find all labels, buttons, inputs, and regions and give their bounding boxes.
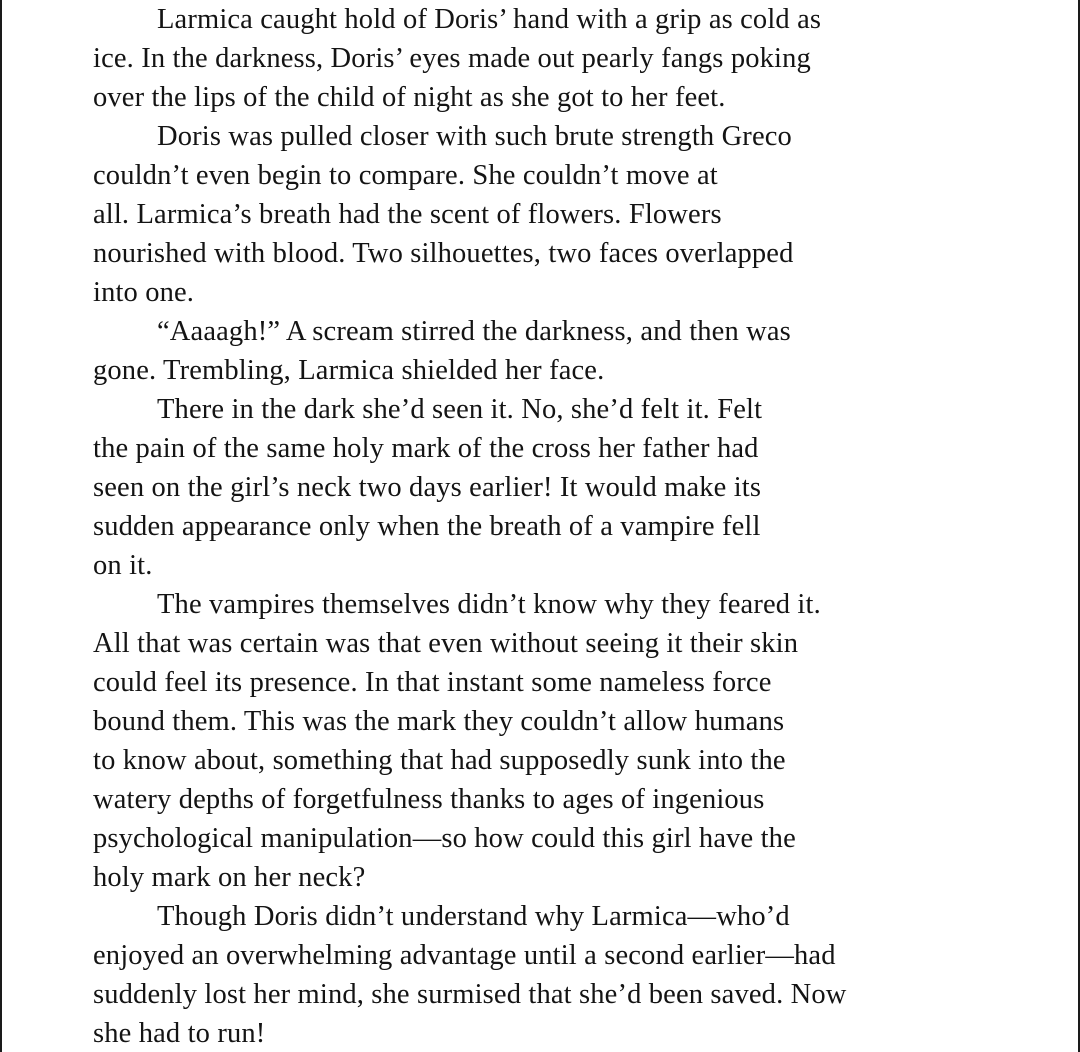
text-line: watery depths of forgetfulness thanks to ages of ingenious	[93, 784, 765, 815]
text-line: enjoyed an overwhelming advantage until a second earlier—had	[93, 940, 836, 971]
text-line: ice. In the darkness, Doris’ eyes made out pearly fangs poking	[93, 43, 811, 74]
text-line: Doris was pulled closer with such brute strength Greco	[157, 121, 792, 152]
text-line: Larmica caught hold of Doris’ hand with a grip as cold as	[157, 4, 822, 35]
text-line: holy mark on her neck?	[93, 862, 366, 893]
text-line: gone. Trembling, Larmica shielded her face.	[93, 355, 605, 386]
text-line: could feel its presence. In that instant some nameless force	[93, 667, 772, 698]
text-line: sudden appearance only when the breath of a vampire fell	[93, 511, 761, 542]
text-line: nourished with blood. Two silhouettes, two faces overlapped	[93, 238, 794, 269]
text-line: There in the dark she’d seen it. No, she’d felt it. Felt	[157, 394, 763, 425]
text-line: suddenly lost her mind, she surmised that she’d been saved. Now	[93, 979, 847, 1010]
text-line: all. Larmica’s breath had the scent of flowers. Flowers	[93, 199, 722, 230]
text-line: she had to run!	[93, 1018, 266, 1049]
text-line: All that was certain was that even without seeing it their skin	[93, 628, 799, 659]
text-line: the pain of the same holy mark of the cross her father had	[93, 433, 759, 464]
text-line: to know about, something that had supposedly sunk into the	[93, 745, 786, 776]
text-line: couldn’t even begin to compare. She couldn’t move at	[93, 160, 718, 191]
text-line: on it.	[93, 550, 153, 581]
text-line: seen on the girl’s neck two days earlier! It would make its	[93, 472, 762, 503]
text-line: Though Doris didn’t understand why Larmica—who’d	[157, 901, 790, 932]
body-text	[93, 0, 953, 1052]
text-line: over the lips of the child of night as she got to her feet.	[93, 82, 726, 113]
text-line: psychological manipulation—so how could this girl have the	[93, 823, 796, 854]
text-line: bound them. This was the mark they couldn’t allow humans	[93, 706, 785, 737]
text-line: “Aaaagh!” A scream stirred the darkness, and then was	[157, 316, 791, 347]
text-line: into one.	[93, 277, 195, 308]
text-line: The vampires themselves didn’t know why they feared it.	[157, 589, 821, 620]
